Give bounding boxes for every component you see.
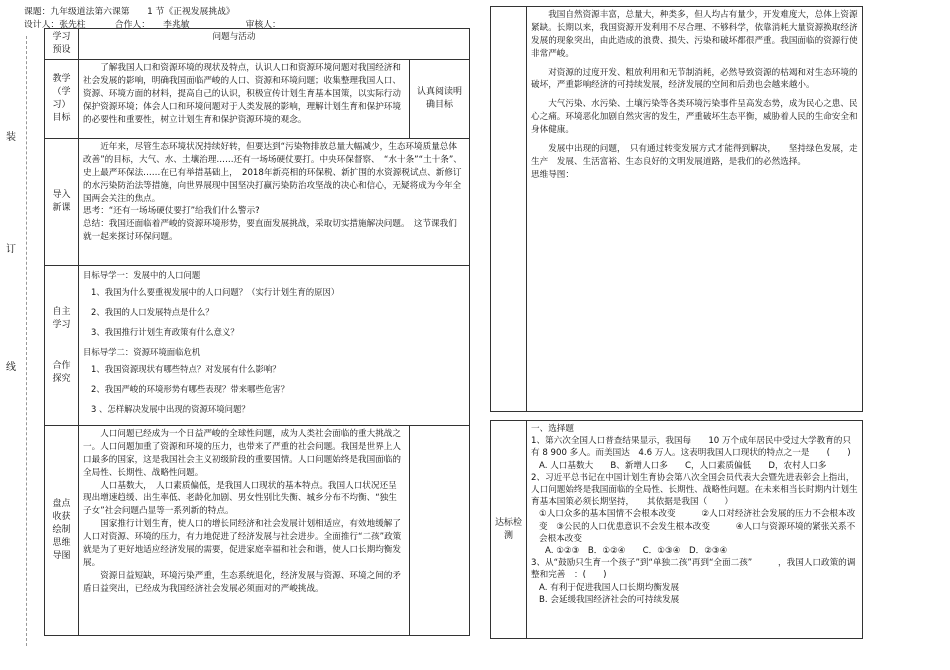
- test-q3-option-b: B. 会延缓我国经济社会的可持续发展: [539, 594, 680, 605]
- designer: 设计人：张先柱: [24, 20, 86, 30]
- test-q3-option-a: A. 有利于促进我国人口长期均衡发展: [539, 582, 680, 593]
- intro-para: 近年来，尽管生态环境状况持续好转，但要达到“污染物排放总量大幅减少，生态环境质量总体改善”的目标，大气、水、土壤治理……还有一场场硬仗要打。中央环保督察、 “水十条”“土十条”、 史上最严环保法……在已有举措基础上， 2018年新亮相的环保税、新扩围的水资源税试点、新修订的水污染防治法等措施，向世界展现中国坚决打赢污染防治攻坚战的决心和信心，无疑将成为今年全国两会关注的焦点。: [83, 142, 467, 204]
- goals-note: 认真阅读明确目标: [410, 60, 470, 139]
- test-content: [527, 421, 863, 639]
- guide-2: 目标导学二：资源环境面临危机: [83, 347, 201, 357]
- self-study-content: [79, 266, 470, 426]
- test-label: 达标检测: [491, 421, 527, 639]
- goals-text: 了解我国人口和资源环境的现状及特点，认识人口和资源环境问题对我国经济和社会发展的影响，明确我国面临严峻的人口、资源和环境问题；收集整理我国人口、资源、环境方面的材料，提高自己的认识，积极宣传计划生育基本国策，以实际行动保护资源环境；体会人口和环境问题对于人类发展的影响，理解计划生育和保护环境的必要性和重要性，树立计划生育和保护资源环境的观念。: [79, 60, 410, 139]
- question-6: 3 、怎样解决发展中出现的资源环境问题？: [91, 404, 250, 414]
- right-top-table: [490, 6, 863, 412]
- question-2: 2、我国的人口发展特点是什么？: [91, 307, 214, 317]
- col-header-activities: 问题与活动: [79, 29, 470, 60]
- binding-mark-zhuang: 装: [6, 132, 16, 143]
- intro-label: 导入新课: [45, 139, 79, 266]
- summary-content: 人口问题已经成为一个日益严峻的全球性问题，成为人类社会面临的重大挑战之一。人口问题加重了资源和环境的压力，也带来了严重的社会问题。我国是世界上人口最多的国家，这是我国社会主义初级阶段的重要国情。人口问题始终是我国面临的全局性、长期性、战略性问题。 人口基数大， 人口素质偏低，是我国人口现状的基本特点。我国人口状况还呈现出增速趋缓、出生率低、老龄化加剧、男女性别比失衡、城乡分布不均衡、“独生子女”社会问题凸显等一系列新的特点。 国家推行计划生育，使人口的增长同经济和社会发展计划相适应，有效地缓解了人口对资源、环境的压力，有力地促进了经济发展与社会进步。全面推行“二孩”政策就是为了更好地适应经济发展的需要，促进家庭幸福和社会和谐，使人口长期均衡发展。 资源日益短缺，环境污染严重，生态系统退化，经济发展与资源、环境之间的矛盾日益突出，已经成为我国经济社会发展必须面对的严峻挑战。: [79, 426, 410, 636]
- intro-think: 思考：“还有一场场硬仗要打”给我们什么警示?: [83, 206, 260, 217]
- summary-label: 盘点收获绘制思维导图: [45, 426, 79, 636]
- left-lesson-table: [44, 28, 470, 636]
- test-section: 一、选择题: [531, 424, 574, 434]
- test-q2-options: A. ①②③ B．①②④ C．①③④ D．②③④: [545, 546, 728, 557]
- guide-1: 目标导学一：发展中的人口问题: [83, 270, 201, 280]
- goals-label: 教学（学习）目标: [45, 60, 79, 139]
- question-1: 1、我国为什么要重视发展中的人口问题？（实行计划生育的原因）: [91, 287, 340, 297]
- intro-content: [79, 139, 470, 266]
- mindmap-label: 思维导图：: [531, 169, 574, 180]
- binding-line: [26, 36, 27, 646]
- reviewer: 审核人：: [245, 20, 281, 30]
- question-3: 3、我国推行计划生育政策有什么意义？: [91, 327, 239, 337]
- question-5: 2、我国严峻的环境形势有哪些表现？带来哪些危害？: [91, 384, 289, 394]
- question-4: 1、我国资源现状有哪些特点？对发展有什么影响？: [91, 364, 281, 374]
- test-q1-options: A. 人口基数大 B、新增人口多 C，人口素质偏低 D，农村人口多: [539, 460, 827, 471]
- col-header-preset: 学习预设: [45, 29, 79, 60]
- summary-note-cell: [410, 426, 470, 636]
- right-top-content: 我国自然资源丰富，总量大，种类多，但人均占有量少，开发难度大，总体上资源紧缺。长期以来，我国资源开发利用不尽合理、不够科学，依靠消耗大量资源换取经济发展的现象突出，由此造成的浪费、损失、污染和破坏都很严重。我国面临的资源行使非常严峻。 对资源的过度开发、粗放利用和无节制消耗，必然导致资源的枯竭和对生态环境的破坏，严重影响经济的可持续发展，经济发展的空间和后劲也会越来越小。 大气污染、水污染、土壤污染等各类环境污染事件呈高发态势，成为民心之患、民心之痛。环境恶化加剧自然灾害的发生，严重破坏生态平衡，威胁着人民的生命安全和身体健康。 发展中出现的问题， 只有通过转变发展方式才能得到解决， 坚持绿色发展，走生产 发展、生活富裕、生态良好的文明发展道路，是我们的必然选择。 思维导图：: [527, 7, 863, 412]
- test-q1: 1、第六次全国人口普查结果显示，我国每 10 万个成年居民中受过大学教育的只有 8 900 多人。而美国达 4.6 万人。这表明我国人口现状的特点之一是 ( ): [531, 436, 851, 459]
- test-q2-statements: ①人口众多的基本国情不会根本改变 ②人口对经济社会发展的压力不会根本改变 ③公民的人口优患意识不会发生根本改变 ④人口与资源环境的紧张关系不会根本改变: [539, 509, 856, 544]
- binding-mark-ding: 订: [6, 244, 16, 255]
- test-q2: 2、习近平总书记在中国计划生育协会第八次全国会员代表大会暨先进表彰会上指出，人口问题始终是我国面临的全局性、长期性、战略性问题。在未来相当长时期内计划生育基本国策必须长期坚持， 其依据是我国（ ）: [531, 472, 858, 508]
- intro-summary: 总结：我国还面临着严峻的资源环境形势，要直面发展挑战，采取切实措施解决问题。 这节课我们就一起来探讨环保问题。: [83, 219, 457, 243]
- binding-mark-xian: 线: [6, 362, 16, 373]
- test-q3: 3、从“鼓励只生育一个孩子”到“单独二孩”再到“全面二孩” ，我国人口政策的调整和完善 ：( ): [531, 558, 856, 581]
- lesson-title: 课题：九年级道法第六课第 1 节《正视发展挑战》: [24, 7, 235, 17]
- right-top-label-cell: [491, 7, 527, 412]
- self-study-label: 自主学习 合作探究: [45, 266, 79, 426]
- right-test-table: [490, 420, 863, 639]
- collaborator: 合作人： 李兆敏: [114, 20, 190, 30]
